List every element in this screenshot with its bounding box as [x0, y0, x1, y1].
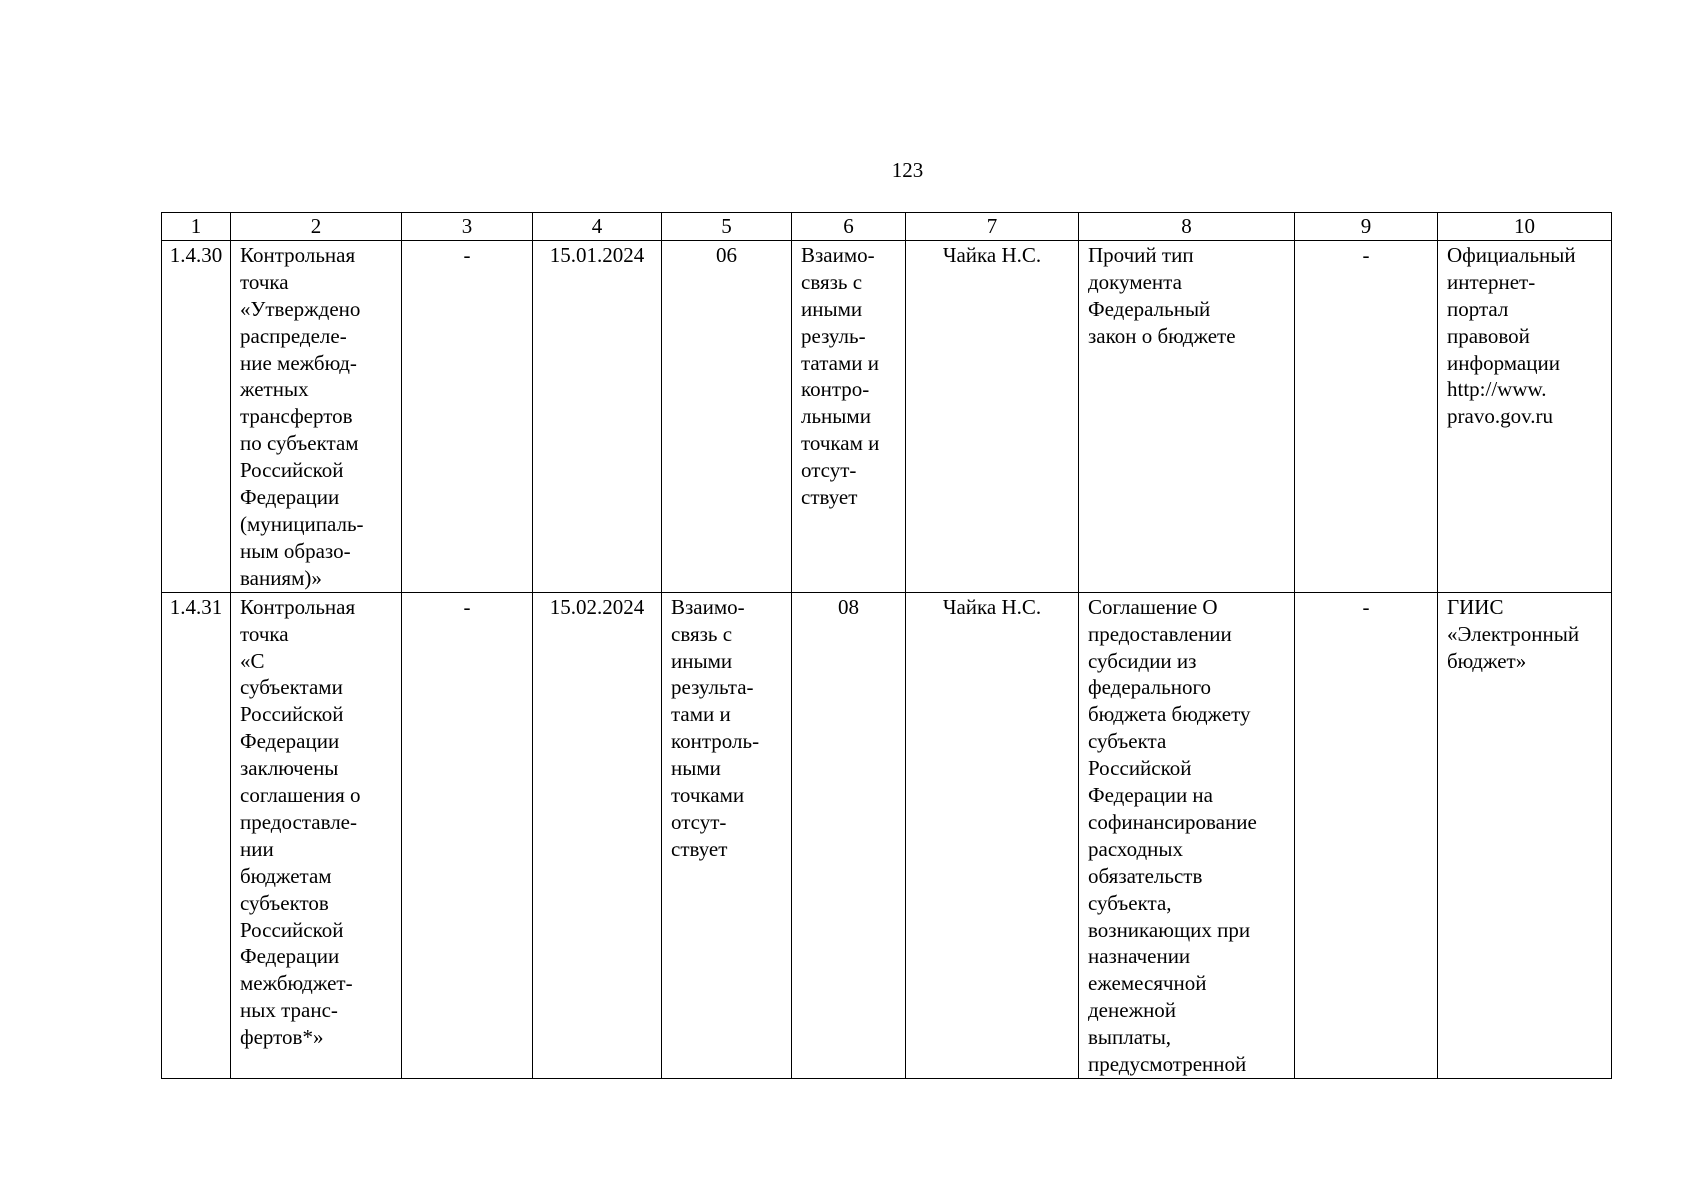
- column-header: 3: [402, 213, 533, 241]
- checkpoint-date: 15.02.2024: [533, 592, 662, 1078]
- checkpoint-date: 15.01.2024: [533, 240, 662, 592]
- row-number: 1.4.31: [162, 592, 231, 1078]
- checkpoints-table: [161, 212, 1612, 1079]
- column-header: 6: [792, 213, 906, 241]
- checkpoint-name: Контрольная точка «Утверждено распределе- ние межбюд- жетных трансфертов по субъектам Российской Федерации (муниципаль- ным образо- ваниям)»: [231, 240, 402, 592]
- table-row: [162, 592, 1612, 1078]
- cell-col5: Взаимо- связь с иными результа- тами и контроль- ными точками отсут- ствует: [662, 592, 792, 1078]
- column-header: 7: [906, 213, 1079, 241]
- information-source: ГИИС «Электронный бюджет»: [1438, 592, 1612, 1078]
- document-type: Соглашение О предоставлении субсидии из федерального бюджета бюджету субъекта Российской Федерации на софинансирование расходных обязательств субъекта, возникающих при назначении ежемесячной денежной выплаты, предусмотренной: [1079, 592, 1295, 1078]
- column-header: 4: [533, 213, 662, 241]
- document-type: Прочий тип документа Федеральный закон о бюджете: [1079, 240, 1295, 592]
- page-number: 123: [891, 158, 924, 182]
- checkpoint-name: Контрольная точка «С субъектами Российской Федерации заключены соглашения о предоставле- нии бюджетам субъектов Российской Федерации межбюджет- ных транс- фертов*»: [231, 592, 402, 1078]
- responsible-person: Чайка Н.С.: [906, 240, 1079, 592]
- row-number: 1.4.30: [162, 240, 231, 592]
- cell-col3: -: [402, 240, 533, 592]
- cell-col6: 08: [792, 592, 906, 1078]
- column-header: 2: [231, 213, 402, 241]
- information-source: Официальный интернет- портал правовой информации http://www. pravo.gov.ru: [1438, 240, 1612, 592]
- column-header: 10: [1438, 213, 1612, 241]
- cell-col9: -: [1295, 592, 1438, 1078]
- cell-col5: 06: [662, 240, 792, 592]
- column-header: 5: [662, 213, 792, 241]
- column-header: 1: [162, 213, 231, 241]
- cell-col3: -: [402, 592, 533, 1078]
- header-row: [162, 213, 1612, 241]
- column-header: 9: [1295, 213, 1438, 241]
- cell-col9: -: [1295, 240, 1438, 592]
- table-row: [162, 240, 1612, 592]
- responsible-person: Чайка Н.С.: [906, 592, 1079, 1078]
- cell-col6: Взаимо- связь с иными резуль- татами и контро- льными точкам и отсут- ствует: [792, 240, 906, 592]
- column-header: 8: [1079, 213, 1295, 241]
